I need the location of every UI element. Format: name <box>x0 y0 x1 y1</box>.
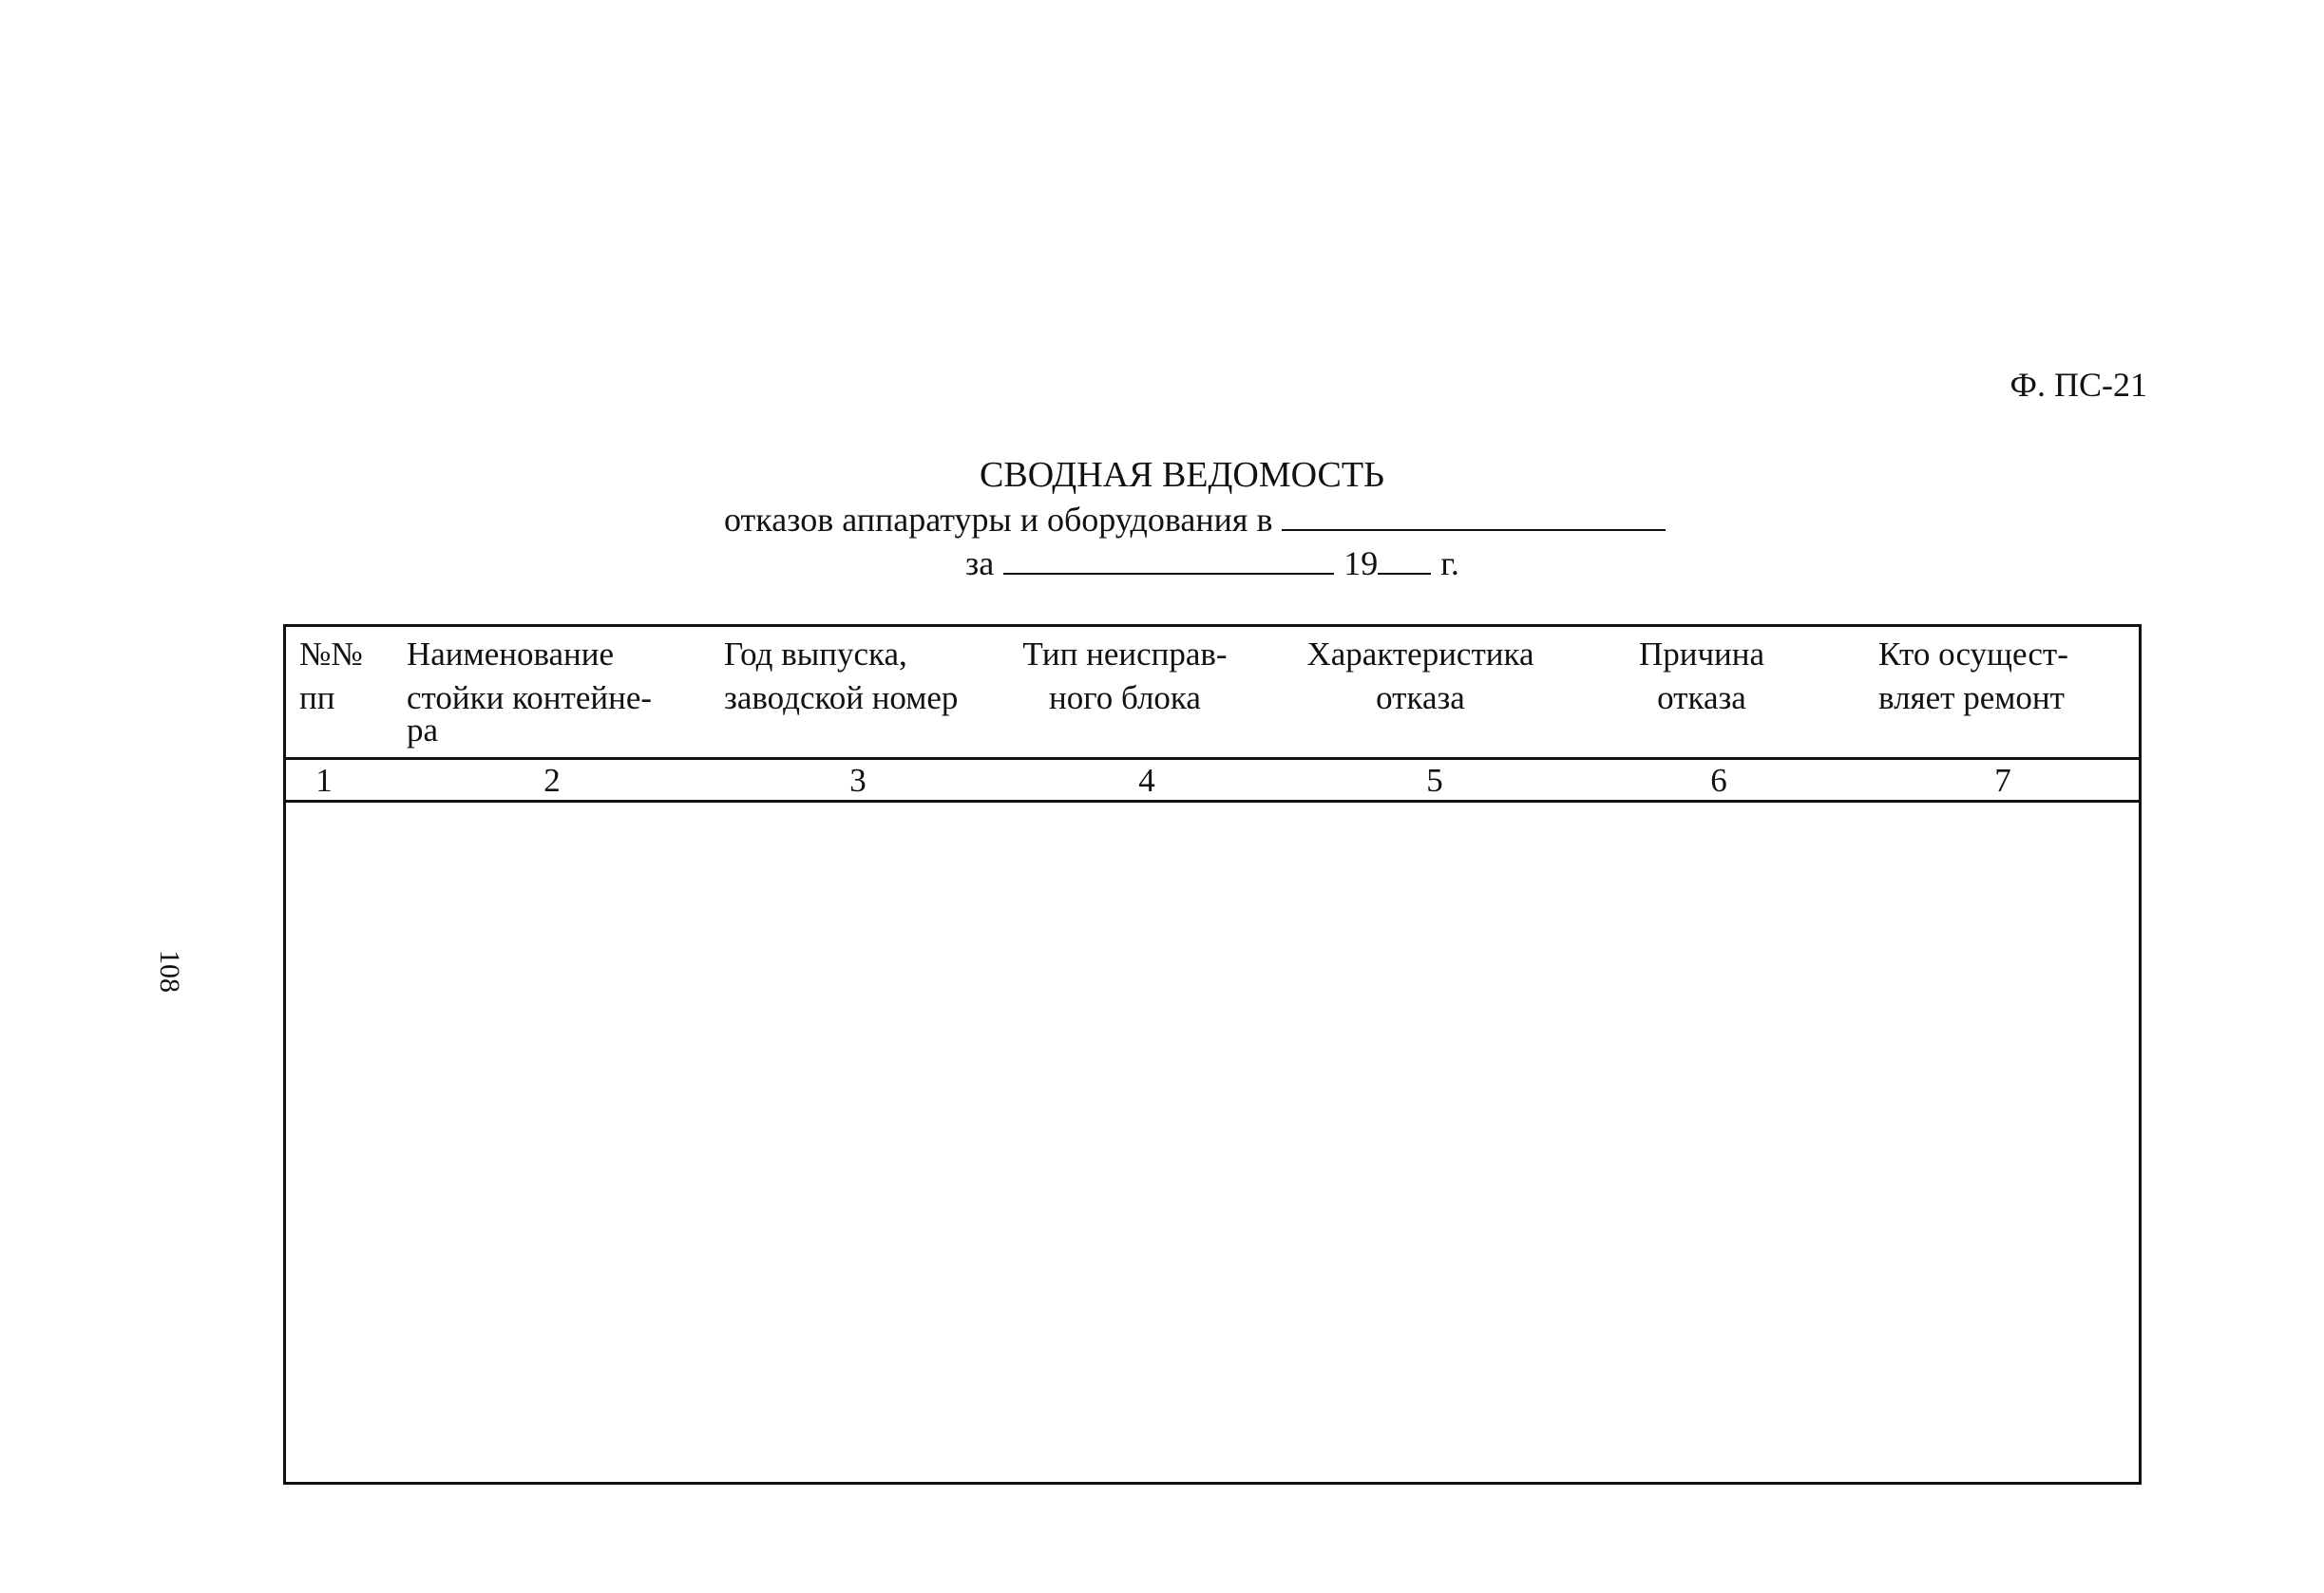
header-col-2: Наименование стойки контейне- ра <box>407 635 653 749</box>
subtitle-text: отказов аппаратуры и оборудования в <box>724 501 1273 539</box>
table-body-area[interactable] <box>286 803 2139 1482</box>
location-blank-field[interactable] <box>1282 501 1666 531</box>
header-col-6: Причина отказа <box>1638 635 1765 716</box>
column-number: 5 <box>1426 762 1443 799</box>
column-number-row <box>286 757 2139 803</box>
column-number: 2 <box>543 762 561 799</box>
year-suffix: г. <box>1440 544 1459 582</box>
form-code: Ф. ПС-21 <box>2010 366 2147 404</box>
year-prefix: 19 <box>1343 544 1379 582</box>
page-number: 108 <box>154 950 185 993</box>
column-number: 6 <box>1710 762 1727 799</box>
document-subtitle <box>724 499 1666 540</box>
document-title: СВОДНАЯ ВЕДОМОСТЬ <box>980 455 1384 495</box>
column-number: 3 <box>849 762 867 799</box>
header-col-4: Тип неисправ- ного блока <box>1022 635 1228 716</box>
column-number: 7 <box>1994 762 2011 799</box>
column-number: 1 <box>315 762 333 799</box>
period-prefix: за <box>965 544 995 582</box>
header-col-7: Кто осущест- вляет ремонт <box>1878 635 2068 716</box>
header-col-5: Характеристика отказа <box>1306 635 1534 716</box>
failure-table <box>283 624 2142 1485</box>
period-line <box>965 542 1459 584</box>
header-col-1: №№ пп <box>299 635 363 716</box>
year-blank-field[interactable] <box>1378 544 1431 575</box>
header-col-3: Год выпуска, заводской номер <box>724 635 959 716</box>
period-blank-field[interactable] <box>1003 544 1334 575</box>
column-number: 4 <box>1138 762 1155 799</box>
table-header <box>286 627 2139 760</box>
